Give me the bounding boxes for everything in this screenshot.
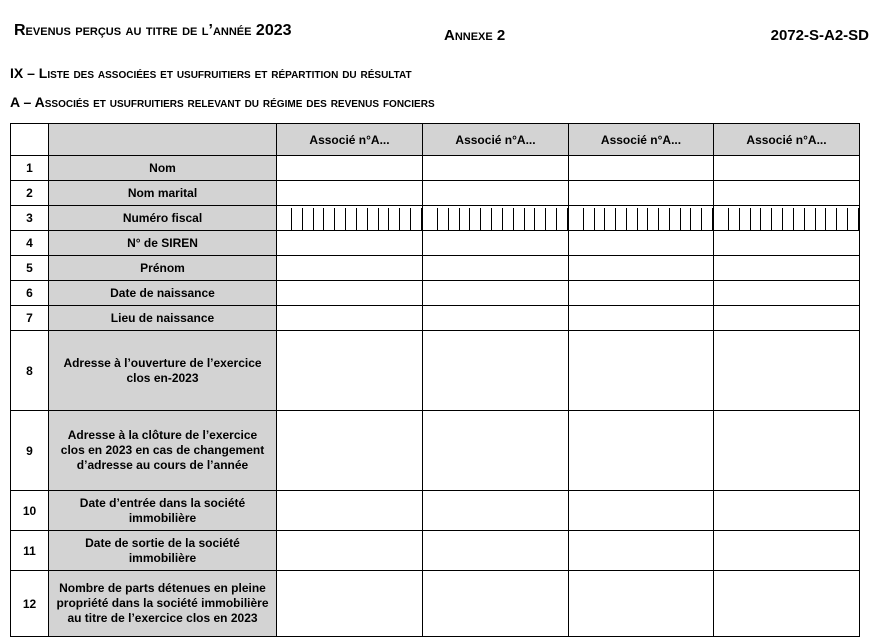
associate-input-cell[interactable] — [714, 491, 860, 531]
row-number: 2 — [11, 181, 49, 206]
digit-box[interactable] — [573, 208, 584, 230]
row-label: Date de naissance — [49, 281, 277, 306]
digit-box[interactable] — [535, 208, 546, 230]
table-row — [11, 181, 860, 206]
associate-input-cell[interactable] — [277, 256, 423, 281]
annex-label: Annexe 2 — [444, 27, 506, 44]
digit-box[interactable] — [783, 208, 794, 230]
fiscal-number-boxes[interactable] — [277, 206, 423, 231]
table-row — [11, 571, 860, 637]
associate-input-cell[interactable] — [423, 256, 569, 281]
digit-box[interactable] — [546, 208, 557, 230]
digit-box[interactable] — [514, 208, 525, 230]
associate-input-cell[interactable] — [423, 411, 569, 491]
associate-input-cell[interactable] — [423, 231, 569, 256]
table-row — [11, 531, 860, 571]
digit-box[interactable] — [816, 208, 827, 230]
row-number: 5 — [11, 256, 49, 281]
digit-box[interactable] — [324, 208, 335, 230]
row-label: Prénom — [49, 256, 277, 281]
associate-input-cell[interactable] — [277, 181, 423, 206]
digit-box-group — [427, 208, 568, 230]
associate-input-cell[interactable] — [569, 411, 714, 491]
section-ix-heading: IX – Liste des associées et usufruitiers et répartition du résultat — [10, 65, 412, 81]
table-row — [11, 281, 860, 306]
digit-box[interactable] — [691, 208, 702, 230]
associate-input-cell[interactable] — [277, 571, 423, 637]
row-label: Nombre de parts détenues en pleine propriété dans la société immobilière au titre de l’exercice clos en 2023 — [49, 571, 277, 637]
row-label: Lieu de naissance — [49, 306, 277, 331]
associate-input-cell[interactable] — [714, 331, 860, 411]
table-row — [11, 331, 860, 411]
associate-input-cell[interactable] — [569, 231, 714, 256]
table-row — [11, 156, 860, 181]
digit-box[interactable] — [503, 208, 514, 230]
associate-input-cell[interactable] — [423, 491, 569, 531]
digit-box[interactable] — [670, 208, 681, 230]
digit-box[interactable] — [389, 208, 400, 230]
digit-box-group — [718, 208, 859, 230]
associate-input-cell[interactable] — [423, 156, 569, 181]
fiscal-number-boxes[interactable] — [569, 206, 714, 231]
page-title: Revenus perçus au titre de l’année 2023 — [14, 22, 292, 39]
digit-box-group — [281, 208, 422, 230]
associate-input-cell[interactable] — [714, 411, 860, 491]
digit-box[interactable] — [826, 208, 837, 230]
associate-input-cell[interactable] — [714, 156, 860, 181]
associate-input-cell[interactable] — [423, 571, 569, 637]
row-label: Date de sortie de la société immobilière — [49, 531, 277, 571]
associate-input-cell[interactable] — [714, 281, 860, 306]
digit-box[interactable] — [492, 208, 503, 230]
associate-input-cell[interactable] — [569, 181, 714, 206]
form-code: 2072-S-A2-SD — [770, 27, 869, 44]
digit-box[interactable] — [702, 208, 713, 230]
table-row — [11, 411, 860, 491]
digit-box[interactable] — [460, 208, 471, 230]
fiscal-number-boxes[interactable] — [423, 206, 569, 231]
associate-input-cell[interactable] — [423, 331, 569, 411]
digit-box[interactable] — [400, 208, 411, 230]
digit-box[interactable] — [659, 208, 670, 230]
digit-box[interactable] — [281, 208, 292, 230]
associate-input-cell[interactable] — [277, 156, 423, 181]
associate-input-cell[interactable] — [423, 306, 569, 331]
digit-box[interactable] — [470, 208, 481, 230]
fiscal-number-boxes[interactable] — [714, 206, 860, 231]
associate-input-cell[interactable] — [714, 181, 860, 206]
digit-box[interactable] — [740, 208, 751, 230]
associate-input-cell[interactable] — [277, 491, 423, 531]
table-row — [11, 231, 860, 256]
associate-input-cell[interactable] — [714, 256, 860, 281]
associate-input-cell[interactable] — [277, 531, 423, 571]
row-number: 3 — [11, 206, 49, 231]
digit-box[interactable] — [805, 208, 816, 230]
digit-box[interactable] — [438, 208, 449, 230]
digit-box[interactable] — [761, 208, 772, 230]
associates-table — [10, 123, 860, 637]
associate-input-cell[interactable] — [277, 231, 423, 256]
row-label: Adresse à l’ouverture de l’exercice clos en-2023 — [49, 331, 277, 411]
row-number: 11 — [11, 531, 49, 571]
associate-input-cell[interactable] — [569, 331, 714, 411]
digit-box[interactable] — [449, 208, 460, 230]
table-row — [11, 256, 860, 281]
table-row — [11, 306, 860, 331]
associate-input-cell[interactable] — [569, 281, 714, 306]
digit-box[interactable] — [303, 208, 314, 230]
associate-input-cell[interactable] — [569, 571, 714, 637]
corner-cell — [11, 124, 49, 156]
digit-box[interactable] — [525, 208, 536, 230]
associate-column-header: Associé n°A... — [277, 124, 423, 156]
associate-input-cell[interactable] — [569, 531, 714, 571]
associate-input-cell[interactable] — [569, 156, 714, 181]
digit-box[interactable] — [368, 208, 379, 230]
digit-box[interactable] — [595, 208, 606, 230]
digit-box[interactable] — [427, 208, 438, 230]
digit-box[interactable] — [648, 208, 659, 230]
associate-column-header: Associé n°A... — [423, 124, 569, 156]
digit-box[interactable] — [357, 208, 368, 230]
row-label: Date d’entrée dans la société immobilière — [49, 491, 277, 531]
row-label: Numéro fiscal — [49, 206, 277, 231]
row-label: Adresse à la clôture de l’exercice clos en 2023 en cas de changement d’adresse au cours de l’année — [49, 411, 277, 491]
digit-box[interactable] — [772, 208, 783, 230]
row-number: 9 — [11, 411, 49, 491]
label-header-cell — [49, 124, 277, 156]
row-number: 7 — [11, 306, 49, 331]
associate-input-cell[interactable] — [569, 491, 714, 531]
row-label: N° de SIREN — [49, 231, 277, 256]
associate-input-cell[interactable] — [714, 531, 860, 571]
associate-column-header: Associé n°A... — [569, 124, 714, 156]
associate-input-cell[interactable] — [714, 306, 860, 331]
digit-box[interactable] — [335, 208, 346, 230]
digit-box[interactable] — [638, 208, 649, 230]
digit-box[interactable] — [616, 208, 627, 230]
row-number: 10 — [11, 491, 49, 531]
table-row — [11, 491, 860, 531]
digit-box-group — [573, 208, 713, 230]
associate-input-cell[interactable] — [714, 231, 860, 256]
row-number: 12 — [11, 571, 49, 637]
associate-input-cell[interactable] — [714, 571, 860, 637]
associate-input-cell[interactable] — [277, 411, 423, 491]
digit-box[interactable] — [794, 208, 805, 230]
digit-box[interactable] — [481, 208, 492, 230]
table-row — [11, 206, 860, 231]
digit-box[interactable] — [718, 208, 729, 230]
digit-box[interactable] — [411, 208, 422, 230]
digit-box[interactable] — [346, 208, 357, 230]
row-number: 8 — [11, 331, 49, 411]
row-label: Nom — [49, 156, 277, 181]
digit-box[interactable] — [605, 208, 616, 230]
associate-input-cell[interactable] — [569, 306, 714, 331]
digit-box[interactable] — [557, 208, 568, 230]
row-number: 1 — [11, 156, 49, 181]
associate-input-cell[interactable] — [423, 281, 569, 306]
row-label: Nom marital — [49, 181, 277, 206]
digit-box[interactable] — [837, 208, 848, 230]
associate-column-header: Associé n°A... — [714, 124, 860, 156]
row-number: 4 — [11, 231, 49, 256]
associate-input-cell[interactable] — [569, 256, 714, 281]
digit-box[interactable] — [584, 208, 595, 230]
digit-box[interactable] — [314, 208, 325, 230]
associate-input-cell[interactable] — [277, 331, 423, 411]
section-a-heading: A – Associés et usufruitiers relevant du régime des revenus fonciers — [10, 94, 435, 110]
digit-box[interactable] — [751, 208, 762, 230]
digit-box[interactable] — [379, 208, 390, 230]
digit-box[interactable] — [729, 208, 740, 230]
associate-input-cell[interactable] — [277, 281, 423, 306]
associate-input-cell[interactable] — [423, 531, 569, 571]
digit-box[interactable] — [292, 208, 303, 230]
associate-input-cell[interactable] — [277, 306, 423, 331]
digit-box[interactable] — [627, 208, 638, 230]
row-number: 6 — [11, 281, 49, 306]
digit-box[interactable] — [681, 208, 692, 230]
associate-input-cell[interactable] — [423, 181, 569, 206]
digit-box[interactable] — [848, 208, 859, 230]
